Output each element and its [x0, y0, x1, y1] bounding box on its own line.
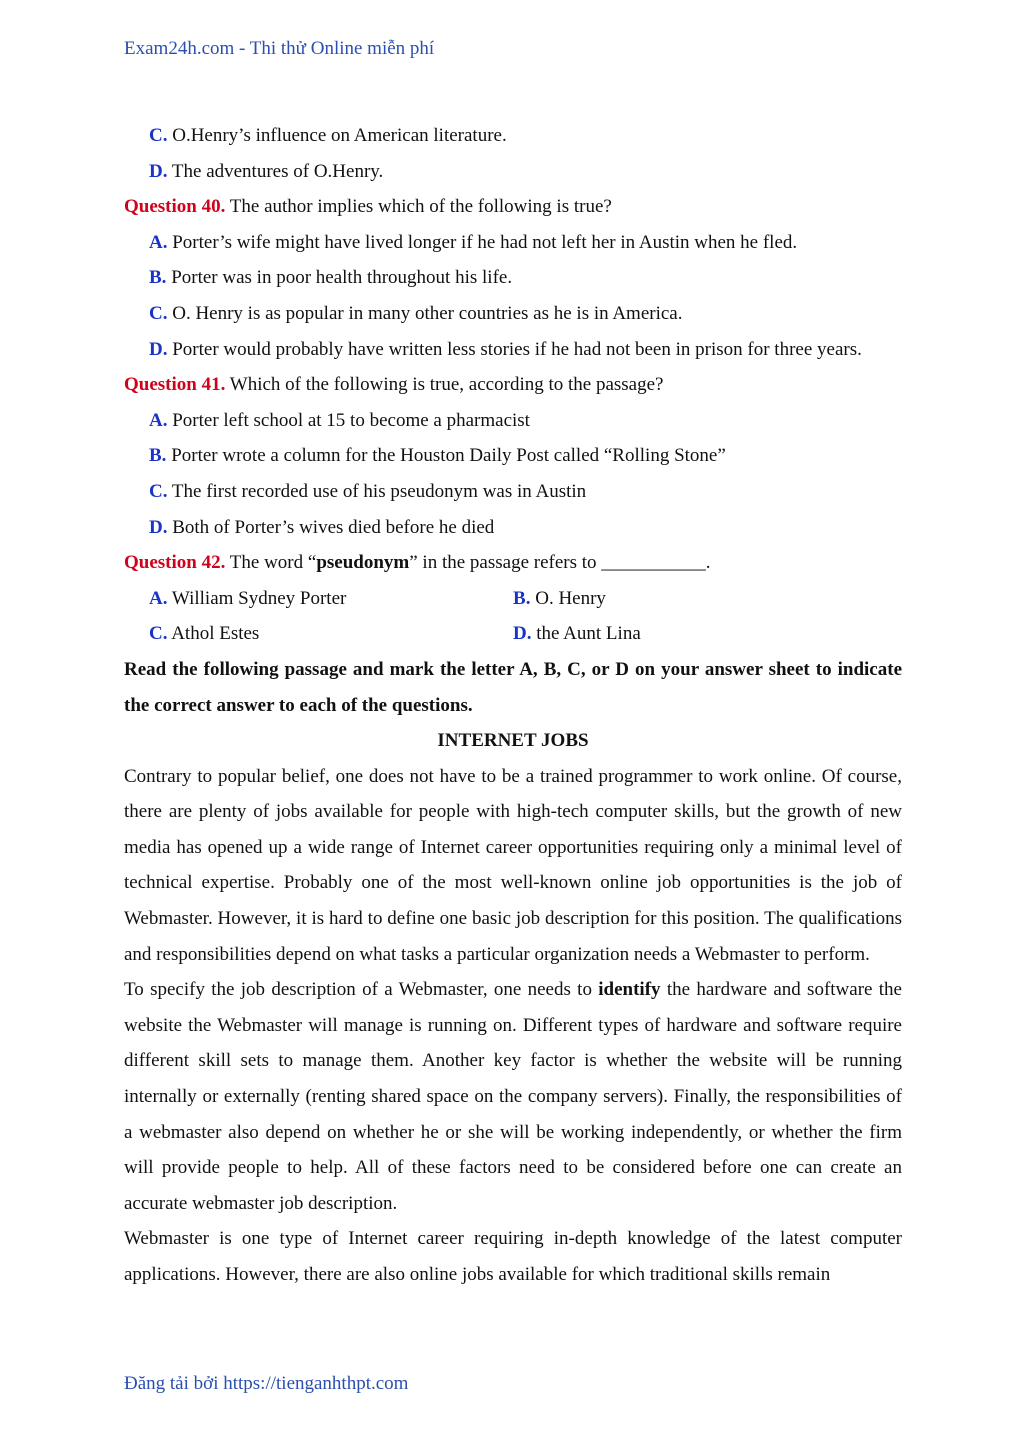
question-label: Question 42. — [124, 552, 226, 574]
q42-option-d: D. the Aunt Lina — [513, 623, 641, 645]
q40-option-d: D. Porter would probably have written less stories if he had not been in prison for three years. — [149, 338, 862, 360]
page-footer: Đăng tải bởi https://tienganhthpt.com — [124, 1373, 409, 1394]
q41-option-a: A. Porter left school at 15 to become a pharmacist — [149, 409, 530, 431]
section-instruction: Read the following passage and mark the letter A, B, C, or D on your answer sheet to indicate the correct answer to each of the questions. — [124, 658, 902, 716]
q42-option-c: C. Athol Estes — [149, 623, 260, 645]
q40-option-b: B. Porter was in poor health throughout his life. — [149, 267, 513, 289]
q42-option-b: B. O. Henry — [513, 587, 606, 609]
question-41 — [124, 367, 902, 403]
passage-paragraph-2: To specify the job description of a Webmaster, one needs to identify the hardware and software the website the Webmaster will manage is running on. Different types of hardware and software require different skill sets to manage them. Another key factor is whether the website will be running internally or externally (renting shared space on the company servers). Finally, the responsibilities of a webmaster also depend on whether he or she will be working independently, or whether the firm will provide people to help. All of these factors need to be considered before one can create an accurate webmaster job description. — [124, 979, 902, 1214]
question-40 — [124, 189, 902, 225]
q39-option-d: D. The adventures of O.Henry. — [149, 160, 384, 182]
q40-option-c: C. O. Henry is as popular in many other countries as he is in America. — [149, 302, 683, 324]
q41-option-c: C. The first recorded use of his pseudonym was in Austin — [149, 480, 587, 502]
question-label: Question 40. — [124, 196, 226, 218]
passage-title: INTERNET JOBS — [437, 730, 589, 752]
q41-option-b: B. Porter wrote a column for the Houston Daily Post called “Rolling Stone” — [149, 445, 726, 467]
target-word: pseudonym — [316, 552, 410, 574]
q39-option-c: C. O.Henry’s influence on American literature. — [149, 125, 507, 146]
page-content — [124, 118, 902, 1293]
passage-paragraph-3: Webmaster is one type of Internet career requiring in-depth knowledge of the latest computer applications. However, there are also online jobs available for which traditional skills remain — [124, 1228, 902, 1285]
q42-options-row-2 — [124, 616, 902, 652]
question-label: Question 41. — [124, 374, 226, 396]
question-42: Question 42. The word “pseudonym” in the passage refers to ___________. — [124, 552, 711, 574]
page-header: Exam24h.com - Thi thử Online miễn phí — [124, 38, 435, 59]
q42-option-a: A. William Sydney Porter — [149, 587, 347, 609]
q41-option-d: D. Both of Porter’s wives died before he died — [149, 516, 495, 538]
q40-option-a: A. Porter’s wife might have lived longer if he had not left her in Austin when he fled. — [149, 231, 798, 253]
question-stem: Which of the following is true, according to the passage? — [229, 374, 664, 396]
q42-options-row-1 — [124, 581, 902, 617]
question-stem: The author implies which of the following is true? — [229, 196, 612, 218]
passage-paragraph-1: Contrary to popular belief, one does not have to be a trained programmer to work online. Of course, there are plenty of jobs available for people with high-tech computer skills, but the growth of new media has opened up a wide range of Internet career opportunities requiring only a minimal level of technical expertise. Probably one of the most well-known online job opportunities is the job of Webmaster. However, it is hard to define one basic job description for this position. The qualifications and responsibilities depend on what tasks a particular organization needs a Webmaster to perform. — [124, 765, 902, 965]
highlighted-word: identify — [598, 979, 661, 1001]
